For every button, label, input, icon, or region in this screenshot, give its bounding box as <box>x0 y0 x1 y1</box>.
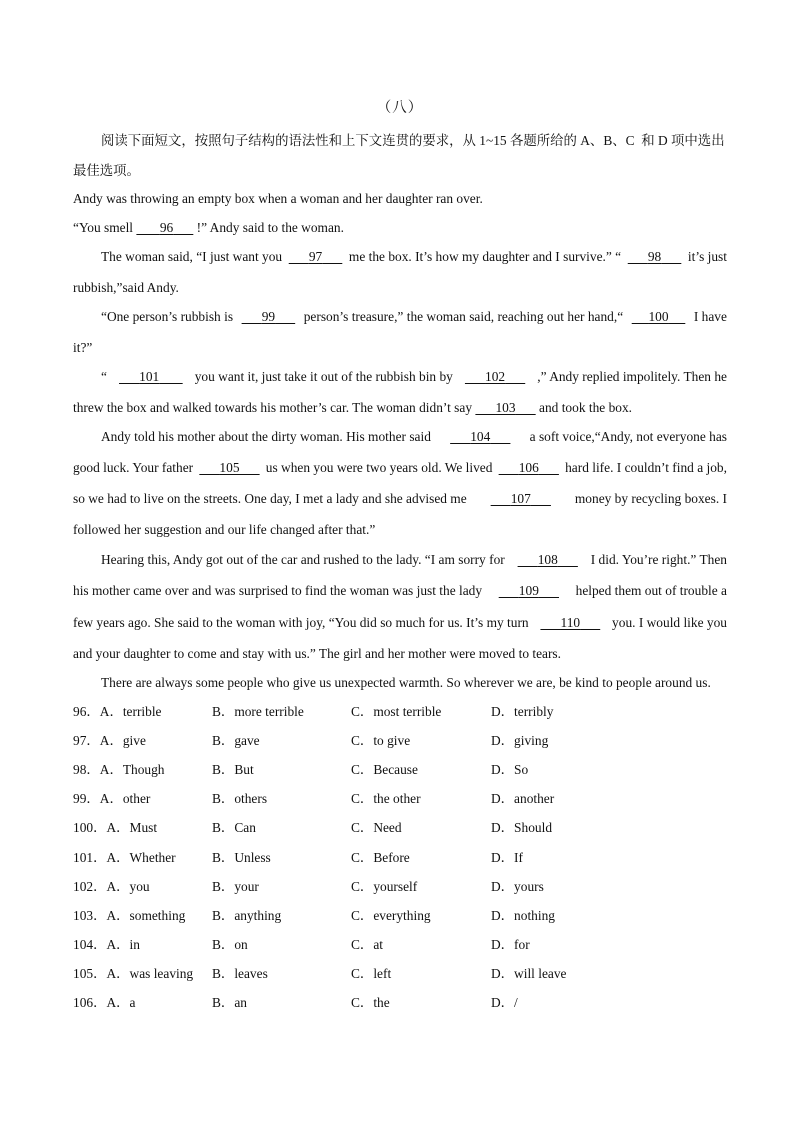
passage-paragraph-7-line-4: and your daughter to come and stay with us.” The girl and her mother were moved to tears. <box>73 646 561 661</box>
blank-103: 103 <box>495 400 516 415</box>
option-d: D．So <box>491 762 529 778</box>
option-d: D．terribly <box>491 704 554 719</box>
option-a: 97．A．give <box>73 733 146 749</box>
passage-paragraph-7-line-2: his mother came over and was surprised to find the woman was just the lady 109 helped them out of trouble a <box>73 583 727 598</box>
option-a: 101．A．Whether <box>73 849 176 865</box>
option-c: C．the <box>351 995 390 1010</box>
blank-96: 96 <box>159 220 174 235</box>
option-b: B．your <box>212 878 259 894</box>
option-d: D．another <box>491 791 555 807</box>
passage-paragraph-5-line-1: “ 101 you want it, just take it out of the rubbish bin by 102 ,” Andy replied impolitely. Then he <box>101 369 727 384</box>
option-d: D．If <box>491 849 523 865</box>
blank-105: 105 <box>219 460 240 475</box>
option-b: B．leaves <box>212 965 268 981</box>
option-d: D．for <box>491 936 530 952</box>
blank-101: 101 <box>139 369 160 384</box>
passage-paragraph-1: Andy was throwing an empty box when a woman and her daughter ran over. <box>73 191 483 206</box>
option-b: B．gave <box>212 733 260 749</box>
option-b: B．anything <box>212 907 282 923</box>
option-c: C．at <box>351 936 383 952</box>
option-c: C．Because <box>351 762 418 778</box>
passage-paragraph-3-line-2: rubbish,”said Andy. <box>73 280 179 295</box>
blank-99: 99 <box>261 309 276 324</box>
option-b: B．an <box>212 995 247 1010</box>
blank-98: 98 <box>647 249 662 264</box>
option-d: D．will leave <box>491 965 567 981</box>
blank-106: 106 <box>518 460 539 475</box>
passage-paragraph-7-line-1: Hearing this, Andy got out of the car and rushed to the lady. “I am sorry for 108 I did. You’re right.” Then <box>101 552 727 567</box>
passage-paragraph-4-line-2: it?” <box>73 340 93 355</box>
option-d: D．nothing <box>491 907 555 923</box>
option-a: 105．A．was leaving <box>73 965 194 981</box>
section-title: （八） <box>376 100 424 116</box>
blank-104: 104 <box>470 429 491 444</box>
blank-107: 107 <box>510 491 531 506</box>
option-a: 104．A．in <box>73 936 140 952</box>
option-d: D．Should <box>491 820 553 836</box>
blank-108: 108 <box>537 552 558 567</box>
instructions-line-2: 最佳选项。 <box>73 163 140 178</box>
passage-paragraph-4-line-1: “One person’s rubbish is 99 person’s treasure,” the woman said, reaching out her hand,“ 100 I have <box>101 309 727 324</box>
option-c: C．everything <box>351 907 431 923</box>
option-c: C．yourself <box>351 878 418 894</box>
option-a: 100．A．Must <box>73 820 158 836</box>
option-c: C．most terrible <box>351 704 442 719</box>
passage-paragraph-8: There are always some people who give us unexpected warmth. So wherever we are, be kind to people around us. <box>101 675 711 690</box>
blank-102: 102 <box>485 369 506 384</box>
option-c: C．Need <box>351 820 402 836</box>
option-a: 98．A．Though <box>73 762 165 778</box>
blank-100: 100 <box>648 309 669 324</box>
passage-paragraph-6-line-3: so we had to live on the streets. One day, I met a lady and she advised me 107 money by recycling boxes. I <box>73 491 727 506</box>
passage-paragraph-6-line-1: Andy told his mother about the dirty woman. His mother said 104 a soft voice,“Andy, not everyone has <box>101 429 727 444</box>
option-a: 103．A．something <box>73 907 186 923</box>
passage-paragraph-3-line-1: The woman said, “I just want you 97 me the box. It’s how my daughter and I survive.” “ 98 it’s just <box>101 249 727 264</box>
option-a: 106．A．a <box>73 995 136 1010</box>
option-b: B．more terrible <box>212 704 304 719</box>
passage-paragraph-6-line-2: good luck. Your father 105 us when you were two years old. We lived 106 hard life. I couldn’t find a job, <box>73 460 727 475</box>
passage-paragraph-6-line-4: followed her suggestion and our life changed after that.” <box>73 522 376 537</box>
passage-paragraph-5-line-2: threw the box and walked towards his mother’s car. The woman didn’t say 103 and took the box. <box>73 400 633 415</box>
option-b: B．Can <box>212 820 256 836</box>
blank-109: 109 <box>518 583 539 598</box>
option-b: B．But <box>212 762 254 778</box>
blank-97: 97 <box>308 249 323 264</box>
option-c: C．the other <box>351 791 421 807</box>
option-a: 96．A．terrible <box>73 704 162 719</box>
blank-110: 110 <box>560 615 581 630</box>
passage-paragraph-2: “You smell 96 !” Andy said to the woman. <box>73 220 344 235</box>
passage-paragraph-7-line-3: few years ago. She said to the woman with joy, “You did so much for us. It’s my turn 110 you. I would like you <box>73 615 727 630</box>
option-d: D．/ <box>491 995 518 1010</box>
option-a: 102．A．you <box>73 878 150 894</box>
option-c: C．Before <box>351 849 410 865</box>
option-b: B．on <box>212 936 248 952</box>
option-b: B．others <box>212 791 268 807</box>
instructions-line-1: 阅读下面短文，按照句子结构的语法性和上下文连贯的要求，从 1~15 各题所给的 A、B、C 和 D 项中选出 <box>101 133 725 148</box>
option-c: C．to give <box>351 733 411 749</box>
option-d: D．giving <box>491 733 549 749</box>
option-c: C．left <box>351 965 392 981</box>
option-d: D．yours <box>491 878 544 894</box>
option-b: B．Unless <box>212 849 271 865</box>
option-a: 99．A．other <box>73 791 151 807</box>
